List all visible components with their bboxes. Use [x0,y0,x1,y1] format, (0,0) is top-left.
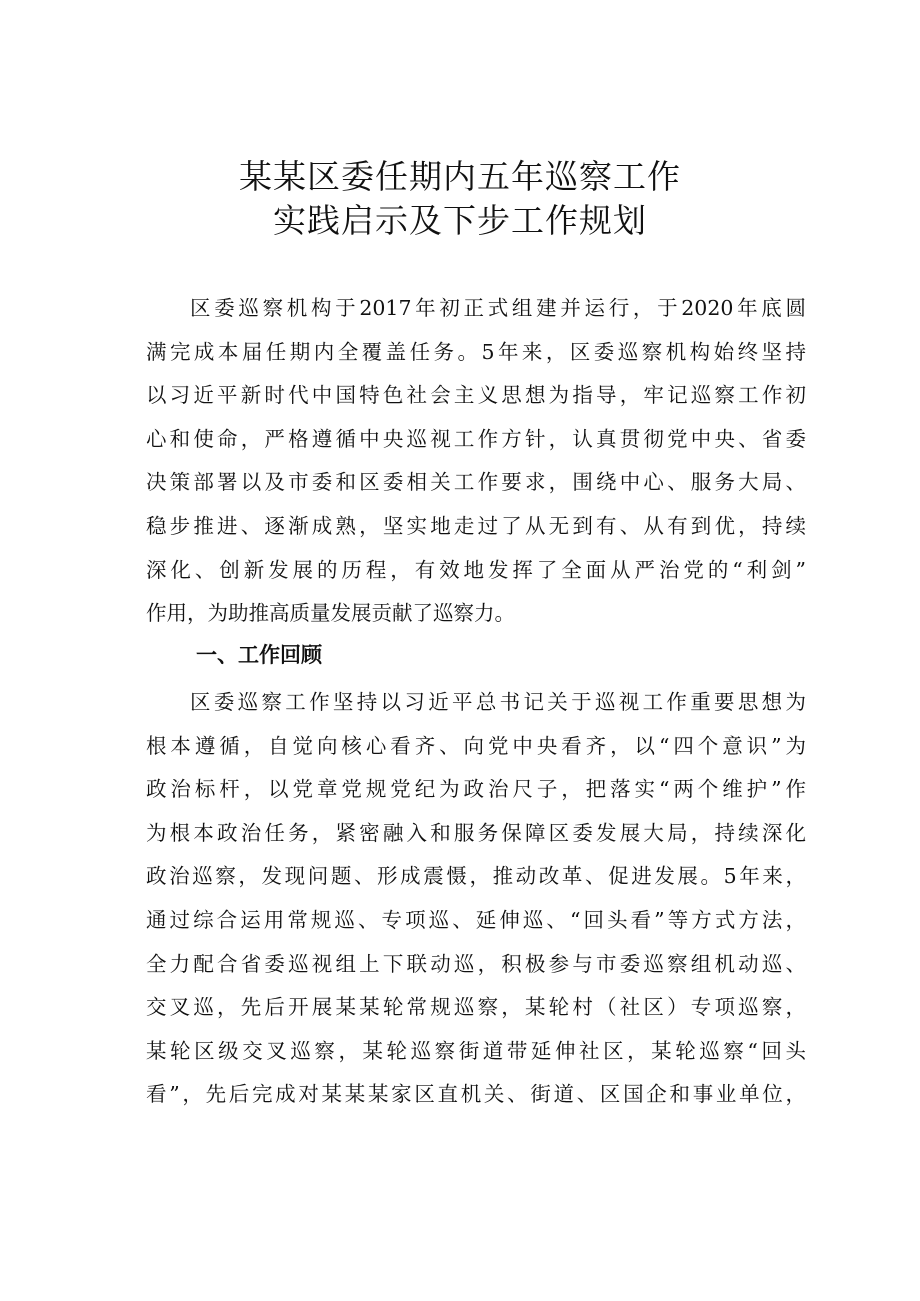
paragraph-line: 以习近平新时代中国特色社会主义思想为指导，牢记巡察工作初 [146,383,806,408]
paragraph-intro [146,287,806,636]
paragraph-line: 满完成本届任期内全覆盖任务。5年来，区委巡察机构始终坚持 [146,339,806,364]
paragraph-line: 根本遵循，自觉向核心看齐、向党中央看齐，以“四个意识”为 [146,733,806,758]
document-title-line-1: 某某区委任期内五年巡察工作 [239,157,681,196]
paragraph-line: 政治标杆，以党章党规党纪为政治尺子，把落实“两个维护”作 [146,777,806,802]
paragraph-line: 稳步推进、逐渐成熟，坚实地走过了从无到有、从有到优，持续 [146,513,806,538]
paragraph-line: 深化、创新发展的历程，有效地发挥了全面从严治党的“利剑” [146,557,806,582]
section-heading-work-review: 一、工作回顾 [196,643,322,667]
paragraph-line: 全力配合省委巡视组上下联动巡，积极参与市委巡察组机动巡、 [146,951,806,976]
paragraph-line: 作用，为助推高质量发展贡献了巡察力。 [146,601,515,626]
paragraph-line: 通过综合运用常规巡、专项巡、延伸巡、“回头看”等方式方法， [146,907,806,932]
paragraph-line: 区委巡察工作坚持以习近平总书记关于巡视工作重要思想为 [190,690,806,714]
paragraph-line: 心和使命，严格遵循中央巡视工作方针，认真贯彻党中央、省委 [146,426,806,451]
paragraph-line: 看”，先后完成对某某某家区直机关、街道、区国企和事业单位， [146,1082,806,1107]
paragraph-work-review [146,681,806,1117]
paragraph-line: 为根本政治任务，紧密融入和服务保障区委发展大局，持续深化 [146,820,806,845]
document-title-line-2: 实践启示及下步工作规划 [273,201,647,240]
paragraph-line: 决策部署以及市委和区委相关工作要求，围绕中心、服务大局、 [146,470,806,495]
paragraph-line: 政治巡察，发现问题、形成震慑，推动改革、促进发展。5年来， [146,864,806,889]
paragraph-line: 区委巡察机构于2017年初正式组建并运行，于2020年底圆 [190,296,806,320]
paragraph-line: 某轮区级交叉巡察，某轮巡察街道带延伸社区，某轮巡察“回头 [146,1038,806,1063]
paragraph-line: 交叉巡，先后开展某某轮常规巡察，某轮村（社区）专项巡察， [146,995,806,1020]
